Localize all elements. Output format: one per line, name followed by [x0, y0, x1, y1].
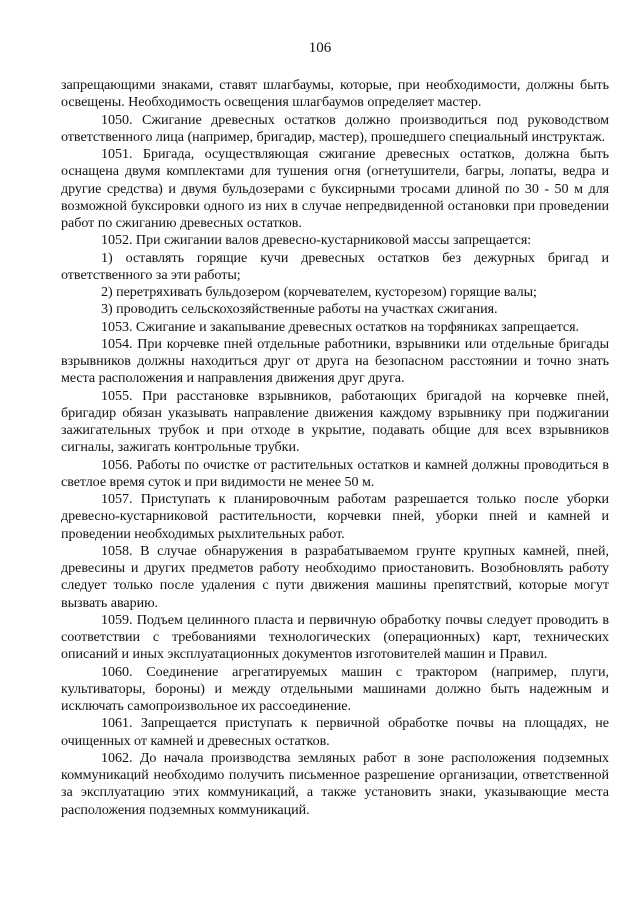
page-number: 106: [308, 40, 332, 56]
list-item-2: 2) перетряхивать бульдозером (корчевателем, кусторезом) горящие валы;: [101, 284, 537, 300]
paragraph-1057: 1057. Приступать к планировочным работам разрешается только после уборки древесно-кустарниковой растительности, корчевки пней, уборки пней и камней и проведении необходимых рыхлительных работ.: [61, 491, 609, 542]
paragraph-continuation: запрещающими знаками, ставят шлагбаумы, которые, при необходимости, должны быть освещены. Необходимость освещения шлагбаумов определяет мастер.: [61, 77, 609, 111]
paragraph-1052: 1052. При сжигании валов древесно-кустарниковой массы запрещается:: [101, 232, 532, 249]
paragraph-1051: 1051. Бригада, осуществляющая сжигание древесных остатков, должна быть оснащена двумя комплектами для тушения огня (огнетушители, багры, лопаты, ведра и другие средства) и двумя бульдозерами с буксирными тросами длиной по 30 - 50 м для возможной буксировки одного из них в случае непредвиденной остановки при проведении работ по сжиганию древесных остатков.: [61, 146, 609, 231]
paragraph-1062: 1062. До начала производства земляных работ в зоне расположения подземных коммуникаций необходимо получить письменное разрешение организации, ответственной за эксплуатацию этих коммуникаций, а также установить знаки, указывающие места расположения подземных коммуникаций.: [61, 749, 609, 818]
paragraph-1050: 1050. Сжигание древесных остатков должно производиться под руководством ответственного лица (например, бригадир, мастер), прошедшего специальный инструктаж.: [61, 111, 609, 145]
list-item-3: 3) проводить сельскохозяйственные работы на участках сжигания.: [101, 301, 498, 318]
list-item-1: 1) оставлять горящие кучи древесных остатков без дежурных бригад и ответственного за эти работы;: [61, 249, 609, 283]
paragraph-1056: 1056. Работы по очистке от растительных остатков и камней должны проводиться в светлое время суток и при видимости не менее 50 м.: [61, 456, 609, 490]
paragraph-1058: 1058. В случае обнаружения в разрабатываемом грунте крупных камней, пней, древесины и других предметов работу необходимо приостановить. Возобновлять работу следует только после удаления с пути движения машины препятствий, которые могут вызвать аварию.: [61, 542, 609, 611]
paragraph-1061: 1061. Запрещается приступать к первичной обработке почвы на площадях, не очищенных от камней и древесных остатков.: [61, 715, 609, 749]
paragraph-1055: 1055. При расстановке взрывников, работающих бригадой на корчевке пней, бригадир обязан указывать направление движения каждому взрывнику при поджигании зажигательных трубок и при отходе в укрытие, подавать общие для всех взрывников сигналы, зажигать контрольные трубки.: [61, 387, 609, 456]
paragraph-1053: 1053. Сжигание и закапывание древесных остатков на торфяниках запрещается.: [101, 318, 579, 335]
paragraph-1060: 1060. Соединение агрегатируемых машин с трактором (например, плуги, культиваторы, бороны) и между отдельными машинами должно быть надежным и исключать самопроизвольное их рассоединение.: [61, 663, 609, 714]
paragraph-1059: 1059. Подъем целинного пласта и первичную обработку почвы следует проводить в соответствии с требованиями технологических (операционных) карт, технических описаний и иных эксплуатационных документов изготовителей машин и Правил.: [61, 611, 609, 663]
paragraph-1054: 1054. При корчевке пней отдельные работники, взрывники или отдельные бригады взрывников должны находиться друг от друга на безопасном расстоянии и точно знать места расположения и направления движения друг друга.: [61, 335, 609, 387]
document-body: [61, 77, 609, 819]
